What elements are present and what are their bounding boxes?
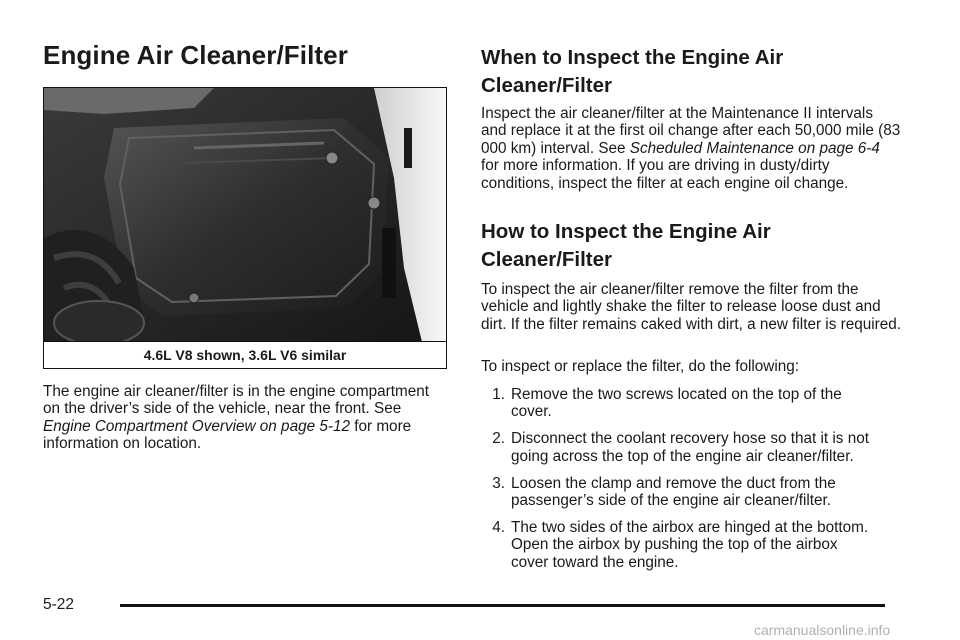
footer-divider <box>120 604 885 607</box>
step-text: Remove the two screws located on the top of the cover. <box>511 386 842 421</box>
engine-photo <box>43 87 447 369</box>
how-to-inspect-heading: How to Inspect the Engine Air Cleaner/Filter <box>481 220 771 271</box>
steps-intro: To inspect or replace the filter, do the following: <box>481 358 800 375</box>
step-text: The two sides of the airbox are hinged at the bottom. Open the airbox by pushing the top of the airbox cover toward the engine. <box>511 518 869 571</box>
cross-reference-link[interactable]: Engine Compartment Overview on page 5-12 <box>43 417 350 435</box>
paragraph-text: The engine air cleaner/filter is in the engine compartment on the driver’s side of the vehicle, near the front. See <box>43 383 430 418</box>
step-text: Loosen the clamp and remove the duct from the passenger’s side of the engine air cleaner/filter. <box>511 474 836 510</box>
engine-air-cleaner-image <box>44 88 446 342</box>
list-item <box>481 475 901 510</box>
paragraph-text: Inspect the air cleaner/filter at the Maintenance II intervals and replace it at the first oil change after each 50,000 mile (83 000 km) interval. See <box>481 105 901 157</box>
paragraph-text: for more information. If you are driving in dusty/dirty conditions, inspect the filter at each engine oil change. <box>481 157 849 192</box>
page-number: 5-22 <box>43 596 75 613</box>
step-number: 3. <box>492 474 505 492</box>
location-paragraph <box>43 383 449 453</box>
watermark: carmanualsonline.info <box>754 622 891 638</box>
when-to-inspect-heading: When to Inspect the Engine Air Cleaner/Filter <box>481 46 784 97</box>
step-number: 1. <box>492 386 505 403</box>
steps-list <box>481 386 901 581</box>
list-item <box>481 519 901 571</box>
how-to-inspect-paragraph: To inspect the air cleaner/filter remove the filter from the vehicle and lightly shake the filter to release loose dust and dirt. If the filter remains caked with dirt, a new filter is required. <box>481 281 901 333</box>
photo-caption: 4.6L V8 shown, 3.6L V6 similar <box>44 341 446 368</box>
list-item <box>481 430 901 465</box>
step-text: Disconnect the coolant recovery hose so that it is not going across the top of the engine air cleaner/filter. <box>511 430 869 465</box>
step-number: 2. <box>492 430 505 448</box>
step-number: 4. <box>492 518 505 536</box>
paragraph-text: for more information on location. <box>43 417 412 453</box>
section-title: Engine Air Cleaner/Filter <box>43 40 348 70</box>
when-to-inspect-paragraph <box>481 105 901 192</box>
list-item <box>481 386 901 421</box>
cross-reference-link[interactable]: Scheduled Maintenance on page 6-4 <box>629 139 880 157</box>
